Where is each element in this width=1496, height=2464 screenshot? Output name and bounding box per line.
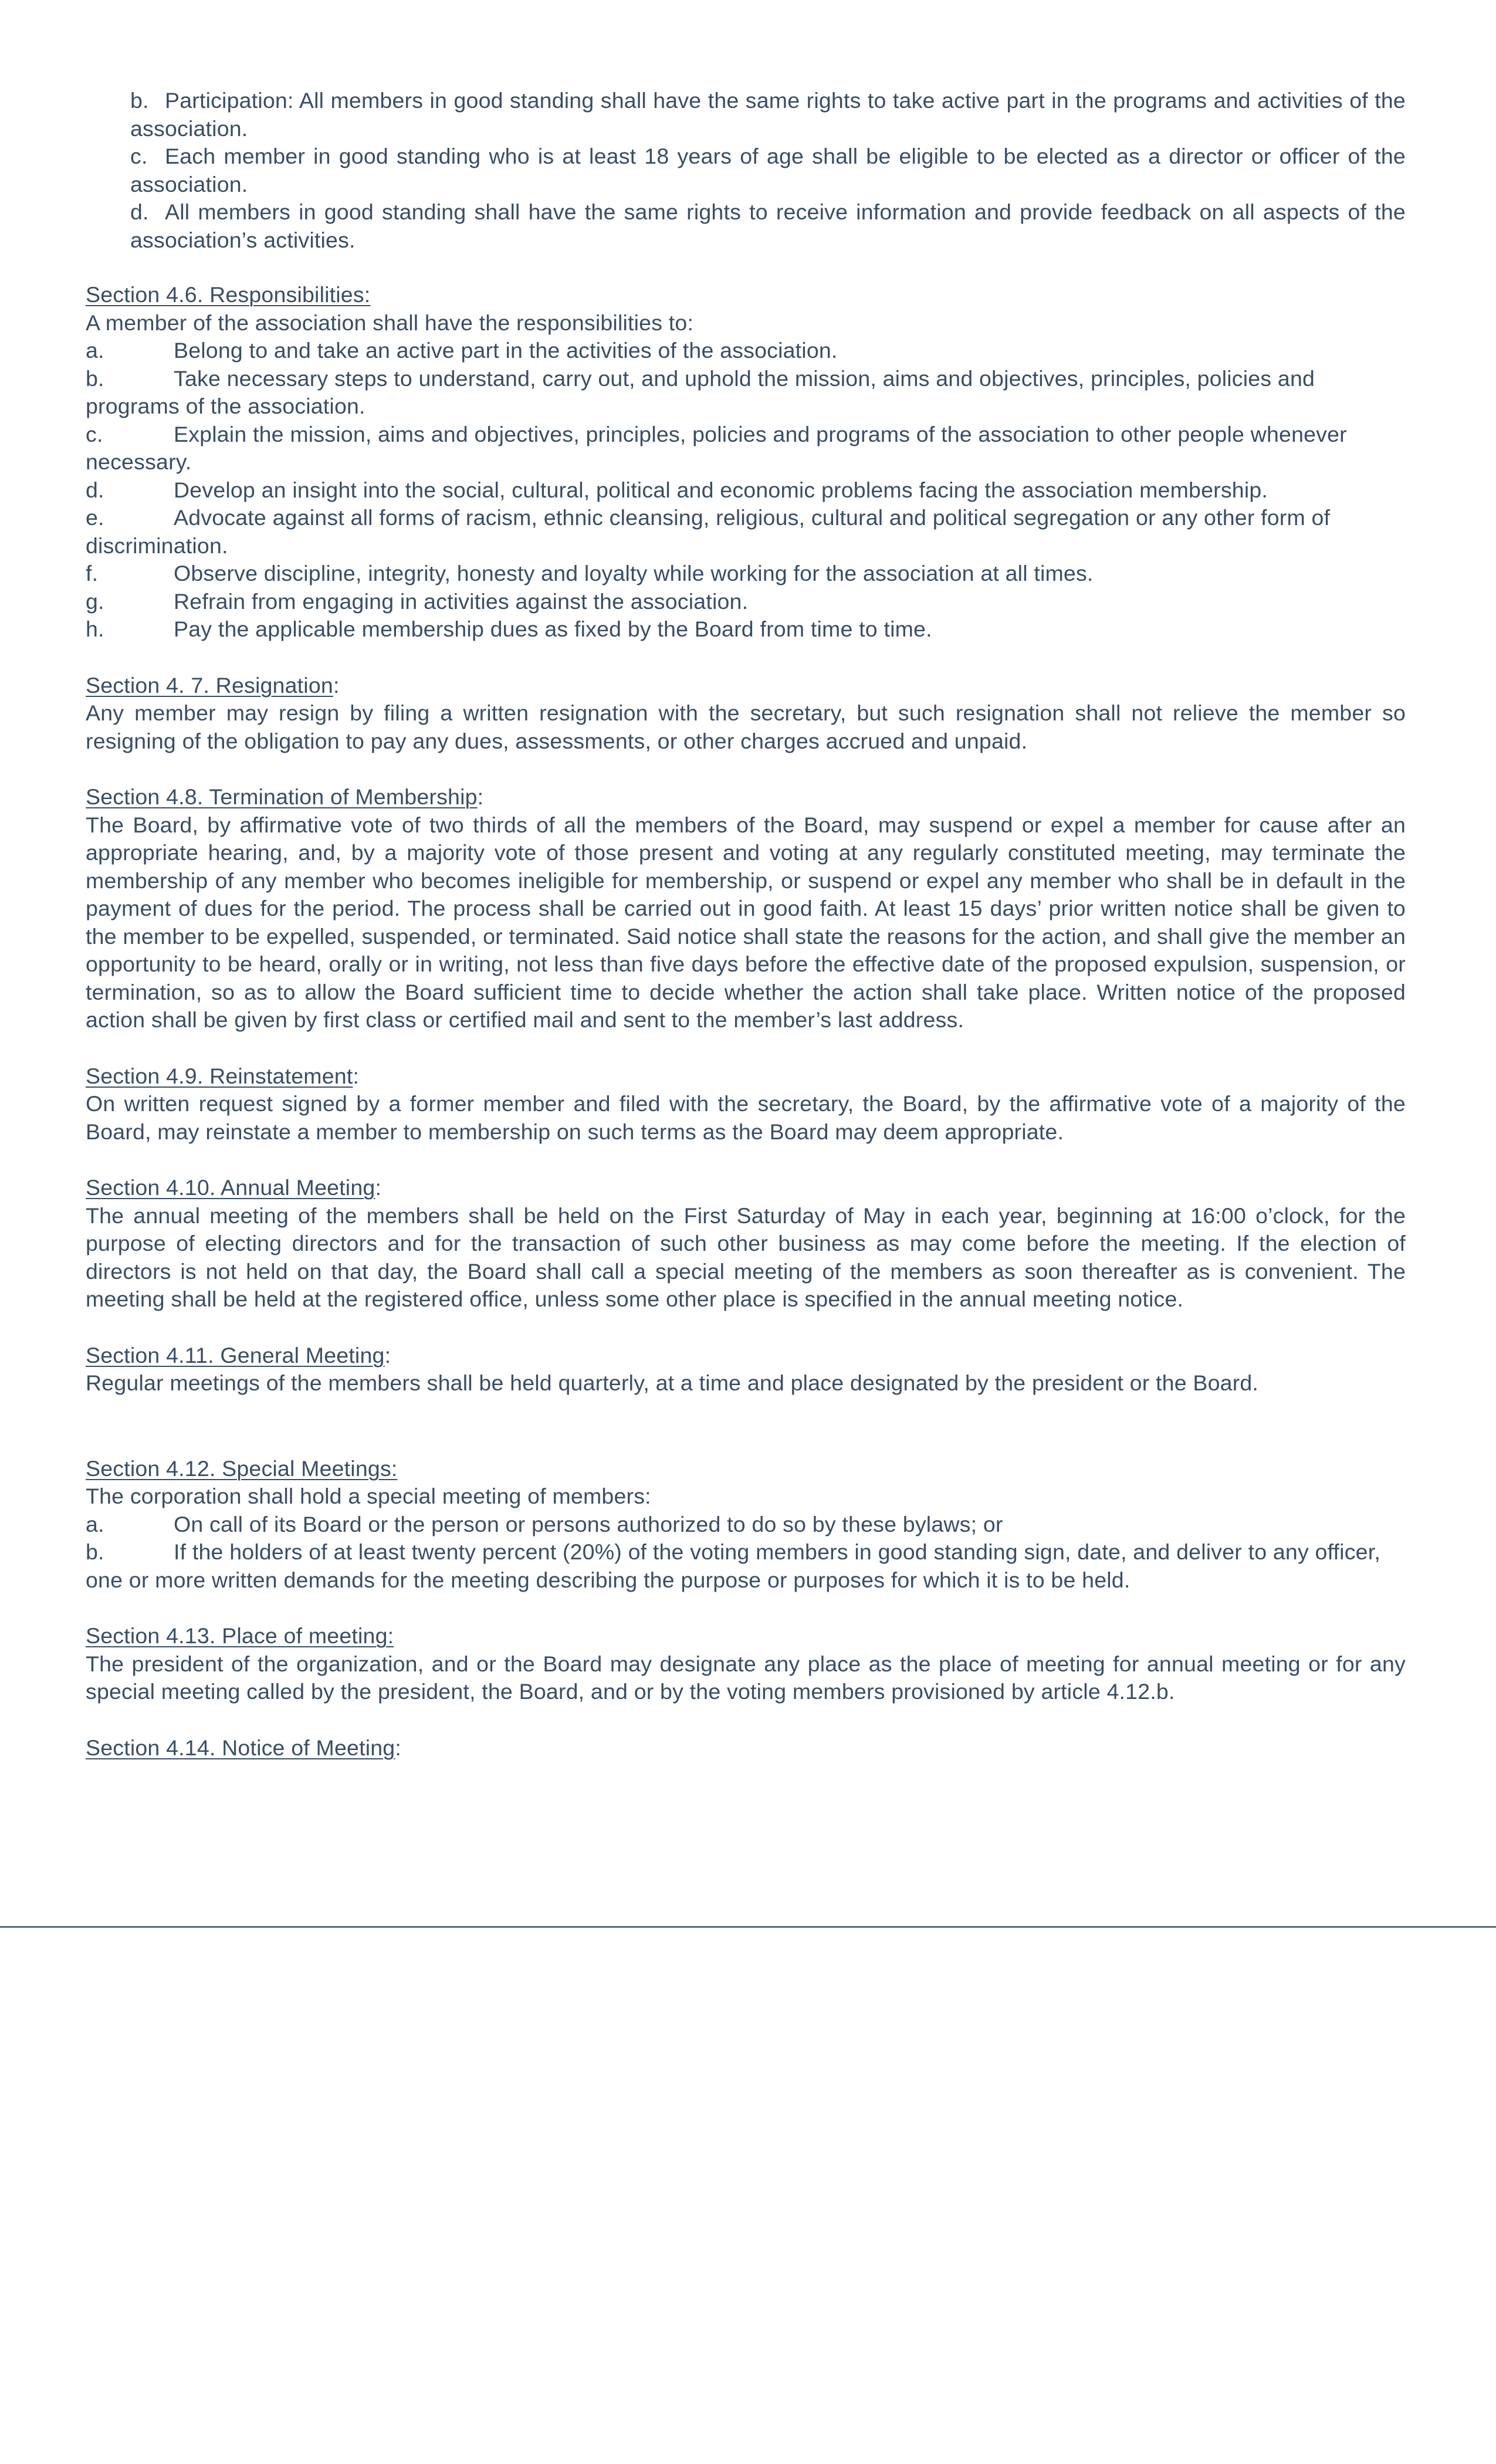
item-text: Belong to and take an active part in the activities of the association. (174, 338, 838, 363)
list-item (86, 143, 1406, 198)
item-text: On call of its Board or the person or persons authorized to do so by these bylaws; or (174, 1511, 1003, 1536)
item-label: c. (130, 144, 148, 168)
list-item (86, 588, 1406, 616)
section-4-6 (86, 281, 1406, 644)
section-heading: Section 4.13. Place of meeting: (86, 1623, 394, 1648)
heading-colon: : (375, 1175, 382, 1200)
item-text: All members in good standing shall have the same rights to receive information and provide feedback on all aspects of the association’s activities. (130, 199, 1406, 252)
item-label: e. (86, 505, 104, 530)
section-body: Any member may resign by filing a written resignation with the secretary, but such resignation shall not relieve the member so resigning of the obligation to pay any dues, assessments, or other charges accrued and unpaid. (86, 700, 1406, 753)
item-label: g. (86, 588, 104, 614)
item-label: b. (130, 88, 149, 113)
section-heading: Section 4.12. Special Meetings: (86, 1456, 398, 1481)
item-text: Pay the applicable membership dues as fixed by the Board from time to time. (174, 617, 932, 641)
section-4-12 (86, 1455, 1406, 1595)
section-body: On written request signed by a former member and filed with the secretary, the Board, by the affirmative vote of a majority of the Board, may reinstate a member to membership on such terms as the Board may deem appropriate. (86, 1091, 1406, 1144)
list-item (86, 87, 1406, 143)
section-heading: Section 4.14. Notice of Meeting (86, 1735, 395, 1760)
list-item (86, 560, 1406, 588)
list-item (86, 198, 1406, 254)
item-label: b. (86, 365, 104, 391)
list-item (86, 365, 1406, 421)
section-4-10 (86, 1174, 1406, 1314)
item-label: a. (86, 338, 104, 363)
item-text: Participation: All members in good standing shall have the same rights to take active part in the programs and activities of the association. (130, 88, 1406, 141)
heading-colon: : (395, 1735, 401, 1760)
section-4-13 (86, 1622, 1406, 1706)
heading-colon: : (333, 672, 340, 698)
section-heading: Section 4.6. Responsibilities: (86, 282, 371, 307)
section-4-11 (86, 1342, 1406, 1397)
intro-items (86, 87, 1406, 254)
item-text: Advocate against all forms of racism, ethnic cleansing, religious, cultural and political segregation or any other form of discrimination. (86, 505, 1331, 558)
item-label: d. (130, 199, 149, 224)
list-item (86, 504, 1406, 560)
section-heading: Section 4.10. Annual Meeting (86, 1175, 375, 1200)
heading-colon: : (384, 1342, 391, 1368)
section-body: The annual meeting of the members shall be held on the First Saturday of May in each year, beginning at 16:00 o’clock, for the purpose of electing directors and for the transaction of such other business as may come before the meeting. If the election of directors is not held on that day, the Board shall call a special meeting of the members as soon thereafter as is convenient. The meeting shall be held at the registered office, unless some other place is specified in the annual meeting notice. (86, 1203, 1406, 1311)
list-item (86, 1511, 1406, 1539)
item-text: Each member in good standing who is at least 18 years of age shall be eligible to be elected as a director or officer of the association. (130, 144, 1406, 197)
item-text: Explain the mission, aims and objectives, principles, policies and programs of the association to other people whenever necessary. (86, 421, 1347, 474)
item-text: Observe discipline, integrity, honesty and loyalty while working for the association at all times. (174, 561, 1094, 585)
section-body: Regular meetings of the members shall be held quarterly, at a time and place designated by the president or the Board. (86, 1370, 1259, 1395)
page-divider (0, 1926, 1496, 1928)
item-text: Develop an insight into the social, cultural, political and economic problems facing the association membership. (174, 477, 1268, 502)
section-heading: Section 4.11. General Meeting (86, 1342, 385, 1368)
section-intro: A member of the association shall have the responsibilities to: (86, 310, 694, 335)
section-4-9 (86, 1062, 1406, 1146)
list-item (86, 337, 1406, 365)
item-label: a. (86, 1511, 104, 1536)
section-4-8 (86, 783, 1406, 1034)
section-body: The president of the organization, and or the Board may designate any place as the place of meeting for annual meeting or for any special meeting called by the president, the Board, and or by the voting members provisioned by article 4.12.b. (86, 1651, 1406, 1704)
item-label: c. (86, 421, 103, 446)
item-label: d. (86, 477, 104, 502)
section-body: The Board, by affirmative vote of two thirds of all the members of the Board, may suspend or expel a member for cause after an appropriate hearing, and, by a majority vote of those present and voting at any regularly constituted meeting, may terminate the membership of any member who becomes ineligible for membership, or suspend or expel any member who shall be in default in the payment of dues for the period. The process shall be carried out in good faith. At least 15 days’ prior written notice shall be given to the member to be expelled, suspended, or terminated. Said notice shall state the reasons for the action, and shall give the member an opportunity to be heard, orally or in writing, not less than five days before the effective date of the proposed expulsion, suspension, or termination, so as to allow the Board sufficient time to decide whether the action shall take place. Written notice of the proposed action shall be given by first class or certified mail and sent to the member’s last address. (86, 812, 1406, 1032)
list-item (86, 421, 1406, 476)
list-item (86, 615, 1406, 644)
section-4-14 (86, 1734, 1406, 1762)
document-page (86, 87, 1406, 1762)
item-label: h. (86, 617, 104, 641)
item-label: f. (86, 561, 99, 585)
item-text: Refrain from engaging in activities against the association. (174, 588, 749, 614)
section-heading: Section 4. 7. Resignation (86, 672, 333, 698)
section-4-7 (86, 672, 1406, 756)
heading-colon: : (477, 784, 484, 809)
item-text: If the holders of at least twenty percent (20%) of the voting members in good standing sign, date, and deliver to any officer, one or more written demands for the meeting describing the purpose or purposes for which it is to be held. (86, 1539, 1380, 1592)
section-intro: The corporation shall hold a special meeting of members: (86, 1484, 651, 1508)
list-item (86, 476, 1406, 505)
item-text: Take necessary steps to understand, carry out, and uphold the mission, aims and objectives, principles, policies and programs of the association. (86, 365, 1315, 418)
item-label: b. (86, 1539, 104, 1564)
section-heading: Section 4.8. Termination of Membership (86, 784, 478, 809)
section-heading: Section 4.9. Reinstatement (86, 1063, 353, 1088)
heading-colon: : (353, 1063, 360, 1088)
list-item (86, 1538, 1406, 1594)
